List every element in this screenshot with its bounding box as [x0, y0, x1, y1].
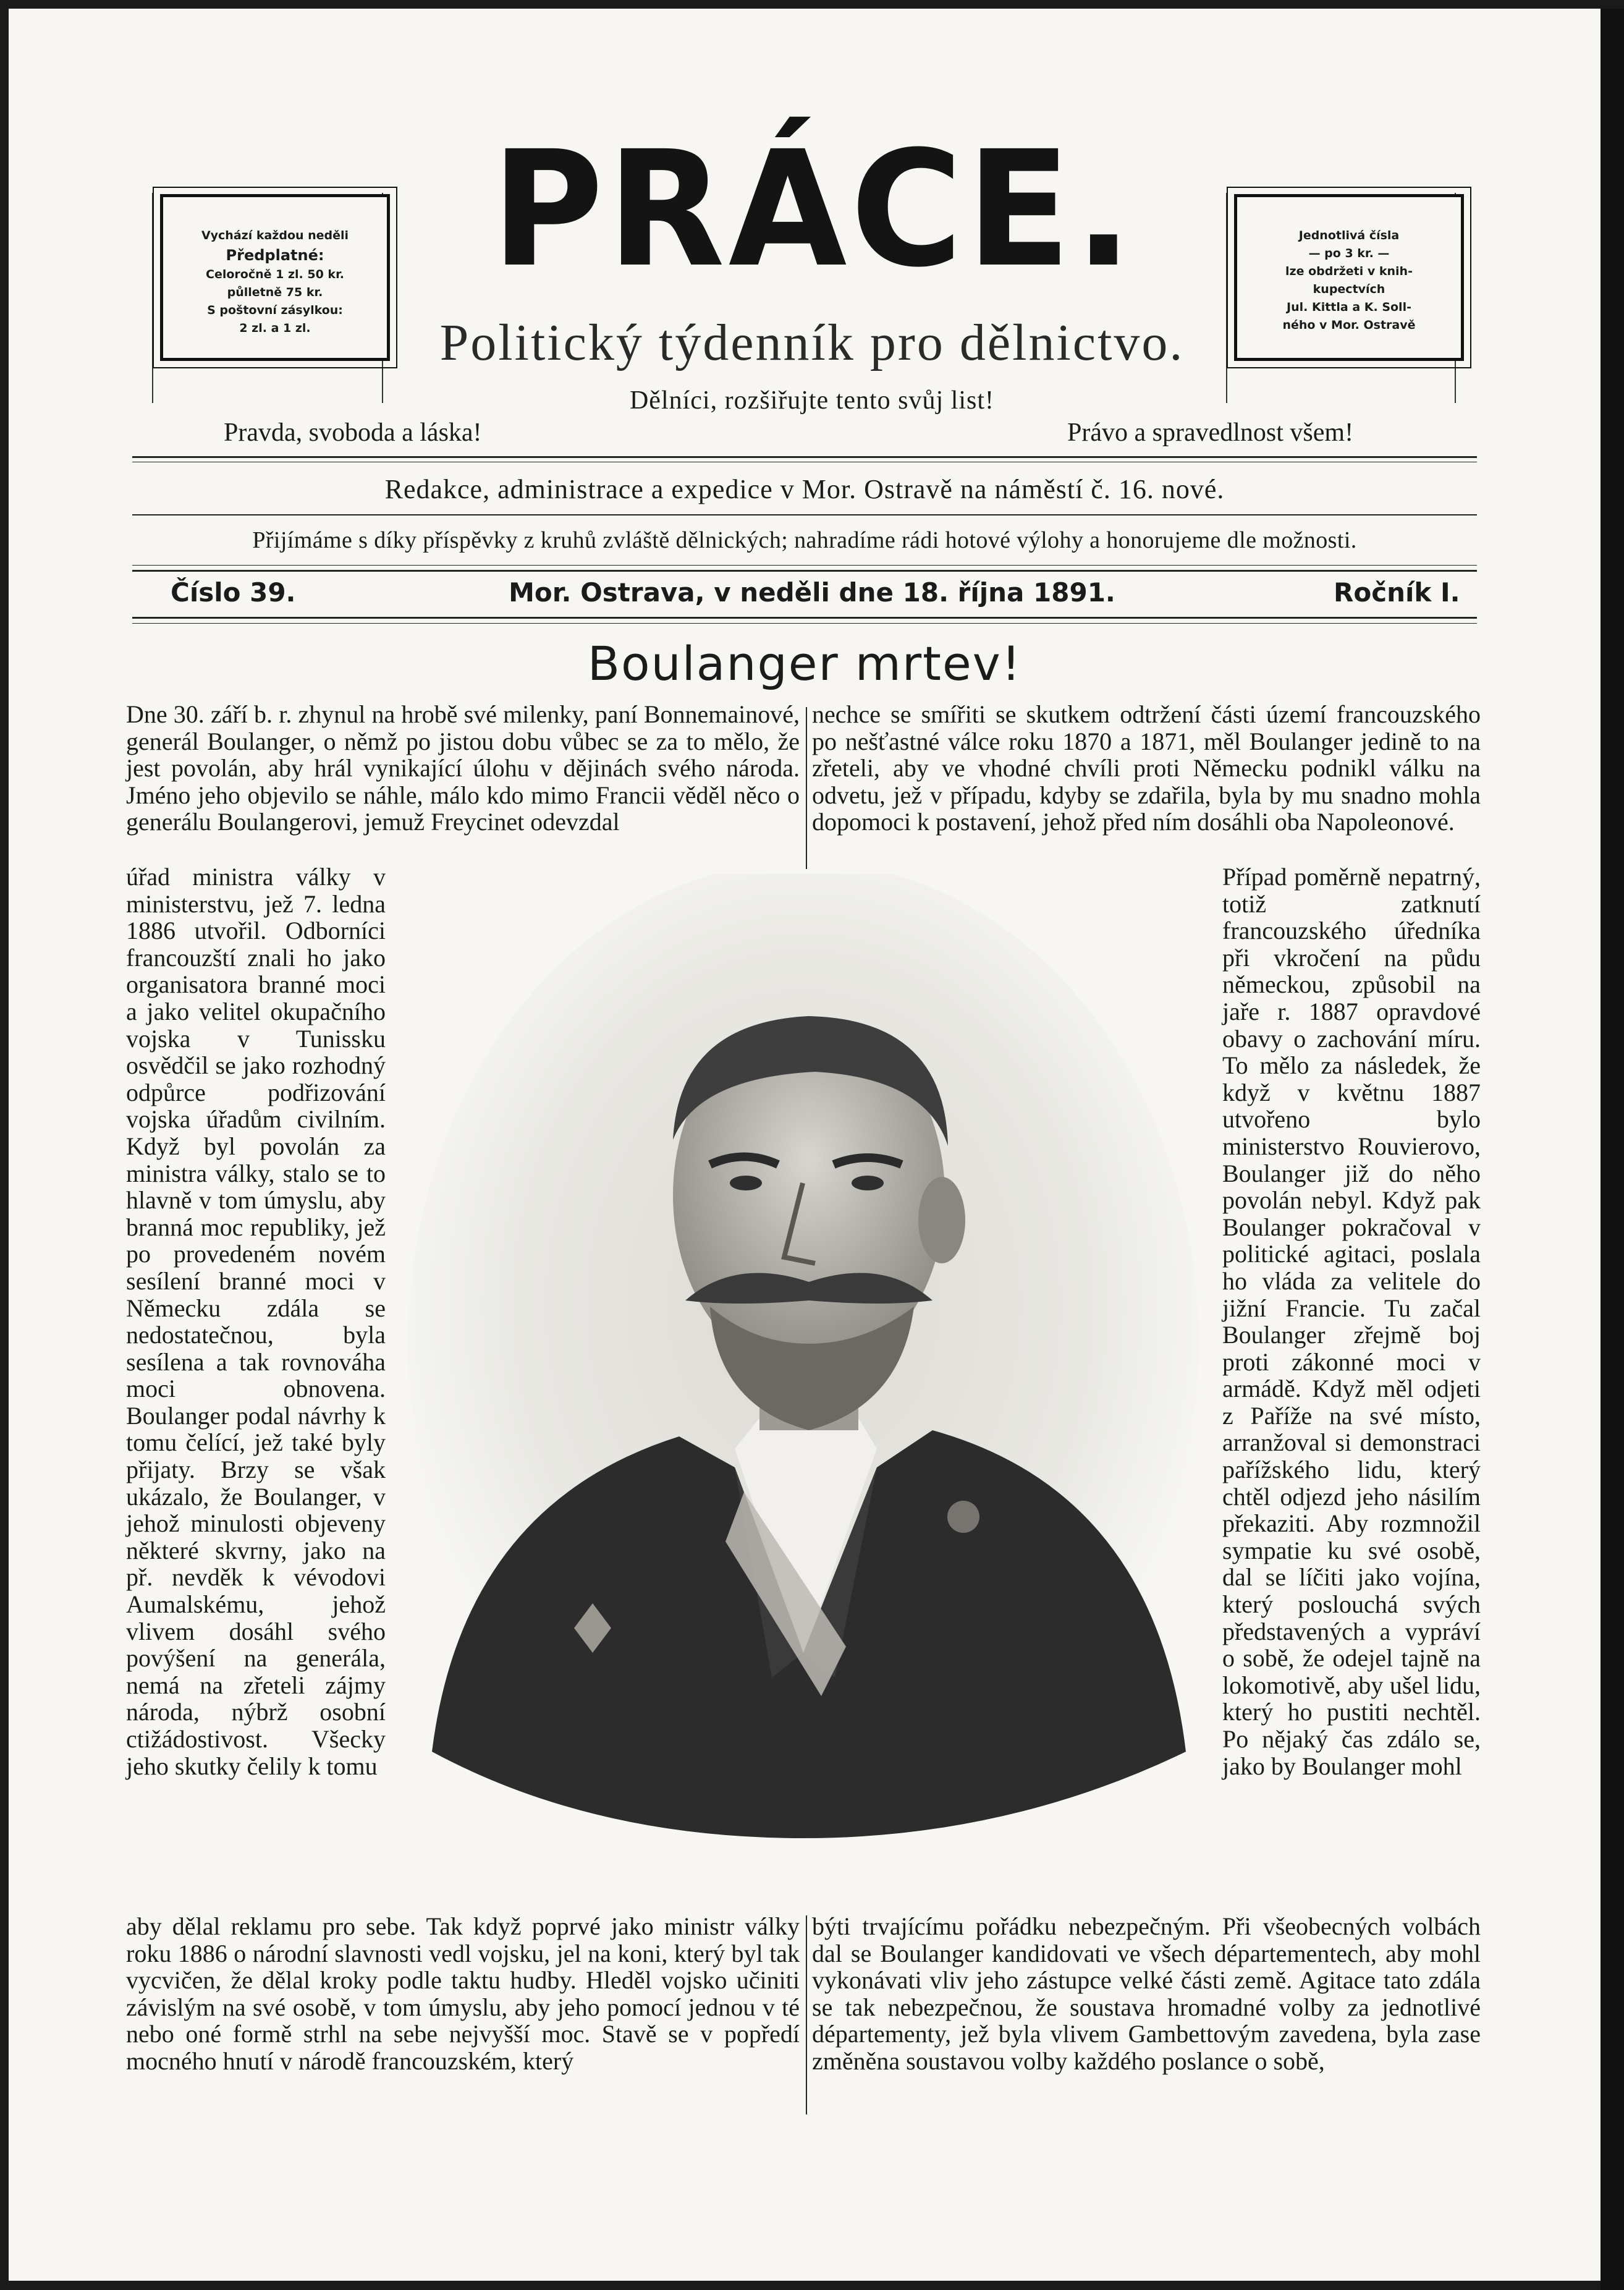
subscription-line: Celoročně 1 zl. 50 kr. — [206, 268, 344, 281]
subscription-line: půlletně 75 kr. — [227, 286, 323, 299]
divider — [132, 623, 1477, 624]
issue-date: Mor. Ostrava, v neděli dne 18. října 1891. — [509, 577, 1115, 608]
divider — [132, 456, 1477, 458]
divider — [132, 514, 1477, 515]
single-copy-line: Jul. Kittla a K. Soll- — [1287, 300, 1411, 314]
newspaper-subtitle: Politický týdenník pro dělnictvo. — [439, 314, 1185, 371]
divider — [132, 617, 1477, 619]
article-text-bottom-left: aby dělal reklamu pro sebe. Tak když poprvé jako ministr války roku 1886 o národní slavnosti vedl vojsku, jel na koni, který byl tak vycvičen, že dělal kroky podle taktu hudby. Hleděl vojsko učiniti závislým na své osobě, v tom úmyslu, aby jeho pomocí jednou v té nebo oné formě strhl na sebe nejvyšší moc. Stavě se v popředí mocného hnutí v národě francouzském, který — [126, 1912, 800, 2075]
page-edge — [1601, 9, 1624, 2290]
newspaper-title: PRÁCE. — [491, 117, 1136, 302]
portrait-icon — [389, 874, 1218, 1894]
divider — [132, 565, 1477, 566]
contributions-notice: Přijímáme s díky příspěvky z kruhů zvláště dělnických; nahradíme rádi hotové výlohy a honorujeme dle možnosti. — [252, 527, 1357, 553]
volume-number: Ročník I. — [1334, 577, 1460, 608]
article-text-bottom-right: býti trvajícímu pořádku nebezpečným. Při všeobecných volbách dal se Boulanger kandidovati ve všech départementech, aby mohl vykonávati vliv jeho zástupce velké části země. Agitace tato zdála se tak nebezpečnou, že soustava hromadné volby za jednotlivé départementy, jež byla vlivem Gambettovým zavedena, byla zase změněna soustavou volby každého poslance o sobě, — [812, 1912, 1481, 2075]
subscription-line: Předplatné: — [226, 247, 324, 264]
divider — [132, 570, 1477, 572]
single-copy-line: ného v Mor. Ostravě — [1282, 318, 1416, 332]
column-divider — [806, 707, 807, 869]
article-text-top-right: nechce se smířiti se skutkem odtržení části území francouzského po nešťastné válce roku 1870 a 1871, měl Boulanger jedině to na zřeteli, aby ve vhodné chvíli proti Německu podnikl válku na odvetu, jež v případu, kdyby se zdařila, byla by mu snadno mohla dopomoci k postavení, jehož před ním dosáhli oba Napoleonové. — [812, 700, 1481, 836]
masthead-ornament — [152, 193, 153, 403]
article-text-top-left: Dne 30. září b. r. zhynul na hrobě své milenky, paní Bonnemainové, generál Boulanger, o němž po jistou dobu vůbec se za to mělo, že jest povolán, aby hrál vynikající úlohu v dějinách svého národa. Jméno jeho objevilo se náhle, málo kdo mimo Francii věděl něco o generálu Boulangerovi, jemuž Freycinet odevzdal — [126, 700, 800, 836]
article-headline: Boulanger mrtev! — [587, 636, 1022, 691]
subscription-line: 2 zl. a 1 zl. — [239, 321, 311, 335]
article-text-narrow-left: úřad ministra války v ministerstvu, jež 7. ledna 1886 utvořil. Odborníci francouzští znali ho jako organisatora branné moci a jako velitel okupačního vojska v Tunissku osvědčil se jako rozhodný odpůrce podřizování vojska úřadům civilním. Když byl povolán za ministra války, stalo se to hlavně v tom úmyslu, aby branná moc republiky, jež po provedeném novém sesílení branné moci v Německu zdála se nedostatečnou, byla sesílena a tak rovnováha moci obnovena. Boulanger podal návrhy k tomu čelící, jež také byly přijaty. Brzy se však ukázalo, že Boulanger, v jehož minulosti objeveny některé skvrny, jako na př. nevděk k vévodovi Aumalskému, jehož vlivem dosáhl svého povýšení na generála, nemá na zřeteli zájmy národa, nýbrž osobní ctižádostivost. Všecky jeho skutky čelily k tomu — [126, 863, 386, 1780]
motto-left: Pravda, svoboda a láska! — [224, 418, 482, 447]
call-to-action: Dělníci, rozšiřujte tento svůj list! — [629, 386, 995, 415]
article-text-narrow-right: Případ poměrně nepatrný, totiž zatknutí francouzského úředníka při vkročení na půdu německou, způsobil na jaře r. 1887 opravdové obavy o zachování míru. To mělo za následek, že když v květnu 1887 utvořeno bylo ministerstvo Rouvierovo, Boulanger již do něho povolán nebyl. Když pak Boulanger pokračoval v politické agitaci, poslala ho vláda za velitele do jižní Francie. Tu začal Boulanger zřejmě boj proti zákonné moci v armádě. Když měl odjeti z Paříže na své místo, arranžoval si demonstraci pařížského lidu, který chtěl odjezd jeho násilím překaziti. Aby rozmnožil sympatie ku své osobě, dal se líčiti jako vojína, který poslouchá svých představených a vypráví o sobě, že odejel tajně na lokomotivě, aby ušel lidu, který ho pustiti nechtěl. Po nějaký čas zdálo se, jako by Boulanger mohl — [1222, 863, 1481, 1780]
single-copy-line: Jednotlivá čísla — [1298, 229, 1400, 242]
single-copy-box — [1234, 194, 1464, 361]
single-copy-line: kupectvích — [1313, 282, 1385, 296]
single-copy-line: — po 3 kr. — — [1308, 247, 1390, 260]
editorial-address: Redakce, administrace a expedice v Mor. Ostravě na náměstí č. 16. nové. — [384, 474, 1225, 504]
issue-number: Číslo 39. — [171, 577, 296, 608]
subscription-line: Vychází každou neděli — [201, 229, 349, 242]
motto-right: Právo a spravedlnost všem! — [1067, 418, 1354, 447]
subscription-box — [160, 194, 390, 361]
subscription-line: S poštovní zásylkou: — [207, 303, 343, 317]
single-copy-line: lze obdržeti v knih- — [1285, 265, 1413, 278]
newspaper-page — [9, 9, 1601, 2281]
column-divider — [806, 1915, 807, 2114]
